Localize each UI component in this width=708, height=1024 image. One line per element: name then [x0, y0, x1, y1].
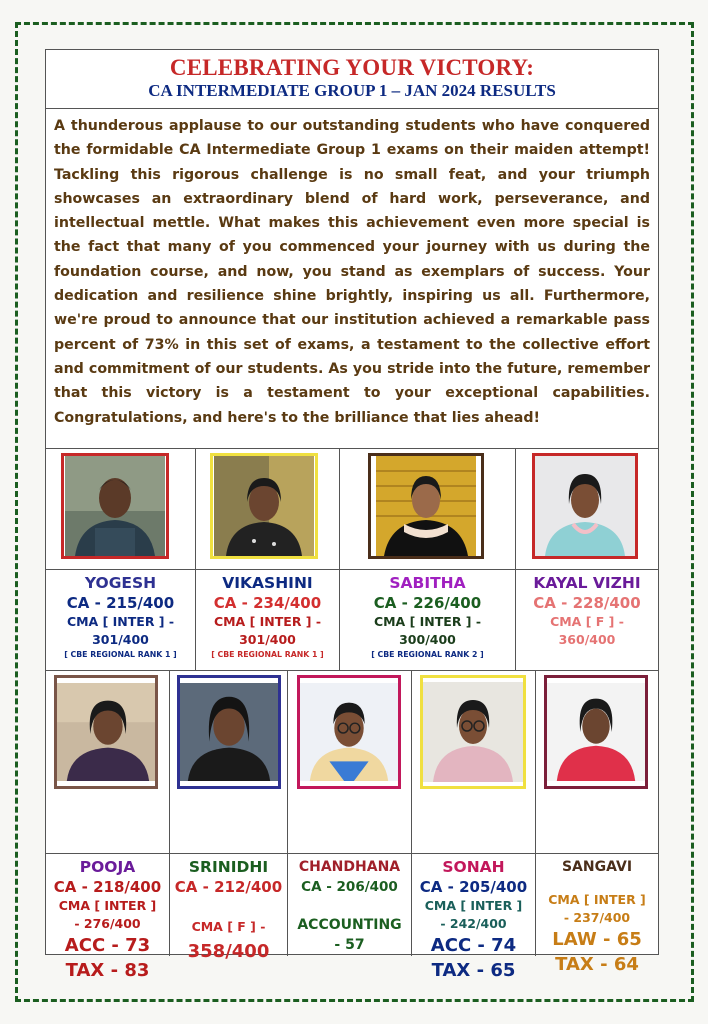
- subject-score: TAX - 65: [431, 960, 516, 981]
- accounting-score: - 57: [334, 937, 365, 953]
- student-card: [170, 671, 288, 962]
- subject-score: TAX - 83: [65, 960, 150, 981]
- student-name: SANGAVI: [561, 859, 633, 875]
- student-photo: [210, 453, 318, 559]
- student-card: [412, 671, 536, 981]
- student-info: [536, 857, 658, 977]
- cma-score: 358/400: [187, 941, 270, 962]
- ca-score: CA - 226/400: [373, 594, 482, 612]
- blank-line: [536, 877, 658, 891]
- congratulations-paragraph: A thunderous applause to our outstanding students who have conquered the formidable CA Intermediate Group 1 exams on their maiden attempt! Tackling this rigorous challenge is no small feat, and your triumph showcases an extraordinary blend of hard work, perseverance, and intellectual mettle. What makes this achievement even more special is the fact that many of you commenced your journey with us during the foundation course, and now, you stand as exemplars of success. Your dedication and resilience shine brightly, inspiring us all. Furthermore, we're proud to announce that our institution achieved a remarkable pass percent of 73% in this set of exams, a testament to the collective effort and commitment of our students. As you stride into the future, remember that this victory is a testament to your exceptional capabilities. Congratulations, and here's to the brilliance that lies ahead!: [54, 118, 650, 426]
- student-info: [412, 857, 535, 983]
- ca-score: CA - 206/400: [301, 879, 398, 895]
- student-name: POOJA: [79, 858, 136, 876]
- students-row-1: [46, 448, 658, 671]
- ca-score: CA - 212/400: [174, 878, 283, 896]
- rank-note: [ CBE REGIONAL RANK 1 ]: [211, 650, 324, 659]
- rank-note: [ CBE REGIONAL RANK 1 ]: [64, 650, 177, 659]
- student-card: [46, 671, 170, 981]
- subject-score: TAX - 64: [555, 954, 639, 975]
- student-card: [340, 449, 516, 671]
- ca-score: CA - 205/400: [419, 878, 528, 896]
- student-card: [516, 449, 658, 671]
- subject-score: ACC - 74: [430, 935, 517, 956]
- student-card: [288, 671, 412, 956]
- student-photo: [420, 675, 526, 789]
- cma-score: 360/400: [558, 632, 616, 647]
- student-photo: [61, 453, 169, 559]
- student-name: VIKASHINI: [222, 574, 313, 592]
- cma-label: CMA [ INTER ] -: [213, 614, 322, 629]
- student-info: [46, 857, 169, 983]
- page-subtitle: CA INTERMEDIATE GROUP 1 – JAN 2024 RESULTS: [148, 81, 556, 100]
- student-card: [46, 449, 196, 671]
- cma-label: CMA [ INTER ]: [58, 898, 157, 913]
- title-box: [46, 50, 658, 109]
- student-name: SRINIDHI: [188, 858, 269, 876]
- cma-score: - 276/400: [74, 916, 141, 931]
- ca-score: CA - 234/400: [213, 594, 322, 612]
- cma-label: CMA [ INTER ]: [424, 898, 523, 913]
- student-info: [340, 573, 515, 660]
- student-name: SABITHA: [389, 574, 466, 592]
- student-photo: [297, 675, 401, 789]
- ca-score: CA - 228/400: [533, 594, 641, 612]
- student-info: [288, 857, 411, 955]
- student-photo: [177, 675, 281, 789]
- student-photo: [532, 453, 638, 559]
- row-divider: [46, 569, 658, 570]
- student-photo: [368, 453, 484, 559]
- blank-line: [288, 897, 411, 915]
- cma-score: 300/400: [399, 632, 456, 647]
- cma-label: CMA [ F ] -: [550, 614, 624, 629]
- subject-score: LAW - 65: [552, 929, 642, 950]
- student-info: [516, 573, 658, 649]
- cma-score: 301/400: [92, 632, 149, 647]
- ca-score: CA - 215/400: [66, 594, 175, 612]
- subject-score: ACC - 73: [64, 935, 151, 956]
- rank-note: [ CBE REGIONAL RANK 2 ]: [371, 650, 484, 659]
- student-card: [196, 449, 340, 671]
- student-info: [46, 573, 195, 660]
- student-info: [170, 857, 287, 964]
- page-title: CELEBRATING YOUR VICTORY:: [169, 55, 535, 80]
- accounting-label: ACCOUNTING: [297, 917, 402, 933]
- student-photo: [54, 675, 158, 789]
- student-card: [536, 671, 658, 975]
- row-divider: [46, 853, 658, 854]
- student-info: [196, 573, 339, 660]
- student-name: SONAH: [442, 858, 505, 876]
- ca-score: CA - 218/400: [53, 878, 162, 896]
- student-name: KAYAL VIZHI: [533, 574, 641, 592]
- cma-score: - 242/400: [440, 916, 507, 931]
- results-sheet: [45, 49, 659, 981]
- student-photo: [544, 675, 648, 789]
- cma-label: CMA [ INTER ] -: [66, 614, 175, 629]
- cma-score: 301/400: [239, 632, 296, 647]
- students-row-2: [46, 670, 658, 981]
- student-name: CHANDHANA: [298, 859, 401, 875]
- cma-label: CMA [ F ] -: [191, 919, 266, 934]
- student-name: YOGESH: [84, 574, 157, 592]
- cma-label: CMA [ INTER ] -: [373, 614, 482, 629]
- cma-score: - 237/400: [563, 910, 631, 925]
- cma-label: CMA [ INTER ]: [548, 892, 646, 907]
- cma-label: [170, 897, 287, 915]
